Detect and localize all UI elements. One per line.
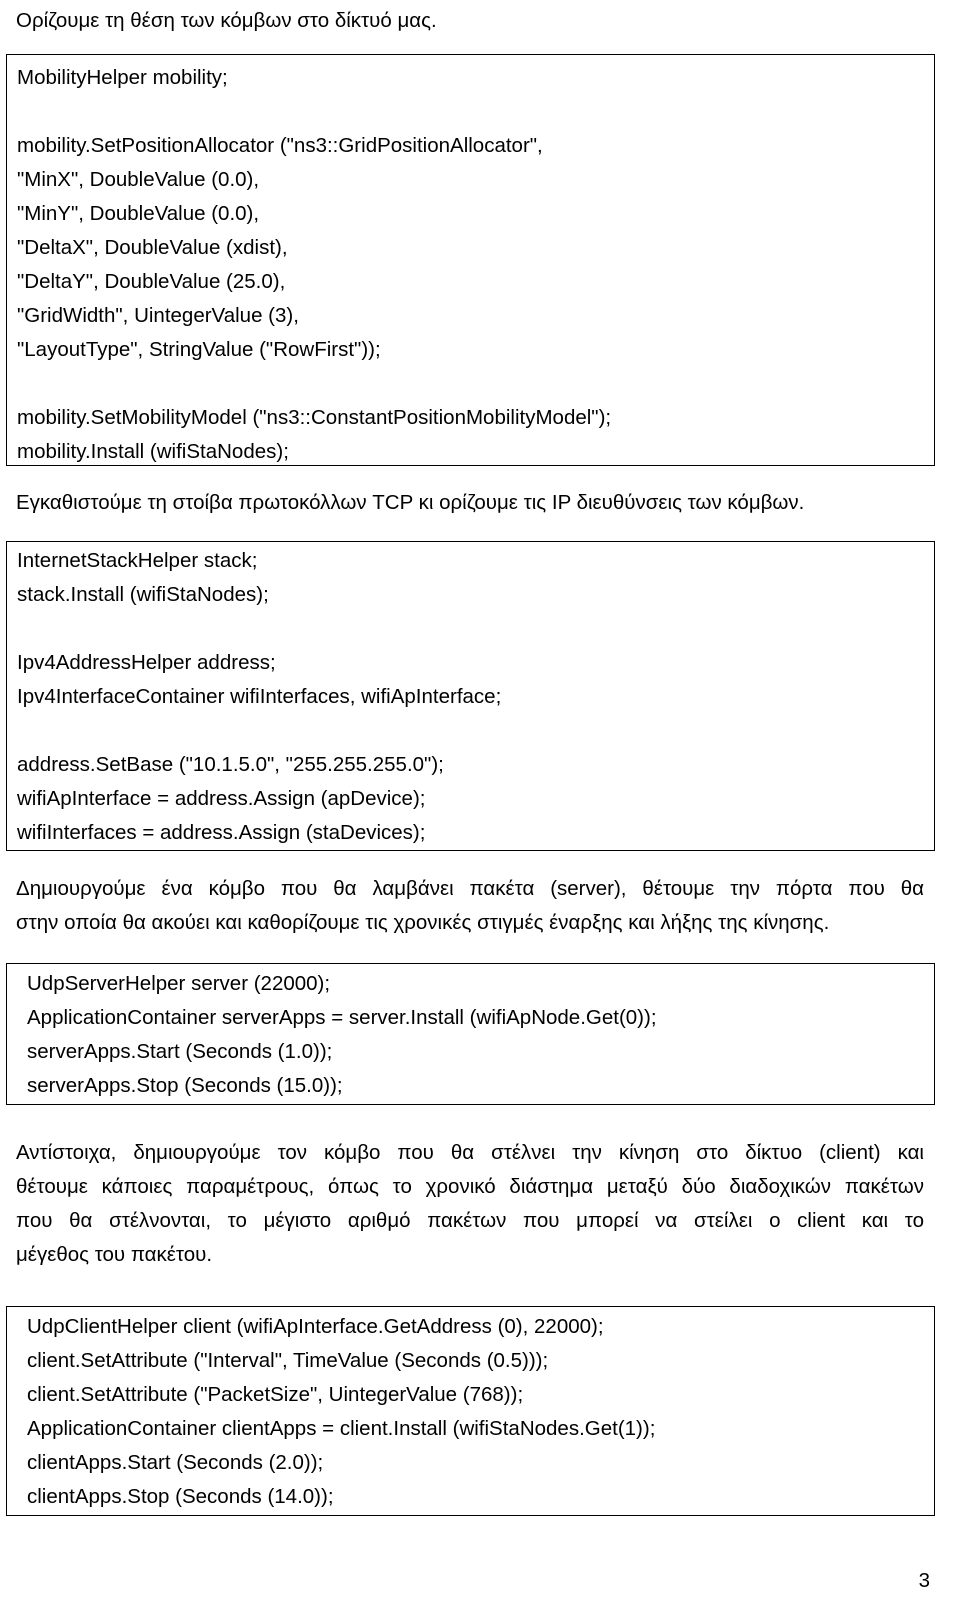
code-line: "MinY", DoubleValue (0.0), xyxy=(17,202,260,225)
code-line: client.SetAttribute ("PacketSize", UintegerValue (768)); xyxy=(27,1383,524,1406)
code-line: address.SetBase ("10.1.5.0", "255.255.255.0"); xyxy=(17,753,444,776)
code-line: mobility.SetPositionAllocator ("ns3::GridPositionAllocator", xyxy=(17,134,543,157)
code-line: "DeltaY", DoubleValue (25.0), xyxy=(17,270,286,293)
code-line: wifiApInterface = address.Assign (apDevice); xyxy=(17,787,426,810)
stack-heading: Εγκαθιστούμε τη στοίβα πρωτοκόλλων TCP κι ορίζουμε τις IP διευθύνσεις των κόμβων. xyxy=(16,491,805,514)
code-line xyxy=(7,714,934,748)
code-line: mobility.SetMobilityModel ("ns3::ConstantPositionMobilityModel"); xyxy=(17,406,612,429)
code-line: serverApps.Start (Seconds (1.0)); xyxy=(27,1040,333,1063)
paragraph-line: Αντίστοιχα, δημιουργούμε τον κόμβο που θα στέλνει την κίνηση στο δίκτυο (client) και xyxy=(16,1141,924,1164)
mobility-code-box xyxy=(6,54,935,466)
code-line: stack.Install (wifiStaNodes); xyxy=(17,583,269,606)
intro-text: Ορίζουμε τη θέση των κόμβων στο δίκτυό μας. xyxy=(16,9,437,32)
code-line xyxy=(7,95,934,129)
server-paragraph xyxy=(16,872,924,940)
code-line: Ipv4InterfaceContainer wifiInterfaces, wifiApInterface; xyxy=(17,685,502,708)
code-line: serverApps.Stop (Seconds (15.0)); xyxy=(27,1074,343,1097)
paragraph-line: Δημιουργούμε ένα κόμβο που θα λαμβάνει πακέτα (server), θέτουμε την πόρτα που θα xyxy=(16,877,924,900)
code-line: MobilityHelper mobility; xyxy=(17,66,228,89)
code-line: Ipv4AddressHelper address; xyxy=(17,651,276,674)
code-line: clientApps.Stop (Seconds (14.0)); xyxy=(27,1485,334,1508)
code-line xyxy=(7,367,934,401)
code-line: UdpClientHelper client (wifiApInterface.GetAddress (0), 22000); xyxy=(27,1315,604,1338)
code-line: "DeltaX", DoubleValue (xdist), xyxy=(17,236,288,259)
paragraph-line: που θα στέλνονται, το μέγιστο αριθμό πακέτων που μπορεί να στείλει ο client και το xyxy=(16,1209,924,1232)
page-number: 3 xyxy=(918,1569,930,1592)
server-code-box xyxy=(6,963,935,1105)
stack-code-box xyxy=(6,541,935,851)
code-line: clientApps.Start (Seconds (2.0)); xyxy=(27,1451,324,1474)
code-line: "LayoutType", StringValue ("RowFirst")); xyxy=(17,338,381,361)
code-line xyxy=(7,612,934,646)
code-line: InternetStackHelper stack; xyxy=(17,549,258,572)
client-paragraph xyxy=(16,1136,924,1272)
code-line: ApplicationContainer clientApps = client.Install (wifiStaNodes.Get(1)); xyxy=(27,1417,656,1440)
code-line: "GridWidth", UintegerValue (3), xyxy=(17,304,299,327)
code-line: wifiInterfaces = address.Assign (staDevices); xyxy=(17,821,426,844)
paragraph-line: θέτουμε κάποιες παραμέτρους, όπως το χρονικό διάστημα μεταξύ δύο διαδοχικών πακέτων xyxy=(16,1175,924,1198)
code-line: mobility.Install (wifiStaNodes); xyxy=(17,440,289,463)
code-line: "MinX", DoubleValue (0.0), xyxy=(17,168,260,191)
paragraph-line: μέγεθος του πακέτου. xyxy=(16,1243,213,1266)
paragraph-line: στην οποία θα ακούει και καθορίζουμε τις χρονικές στιγμές έναρξης και λήξης της κίνησης. xyxy=(16,911,830,934)
code-line: client.SetAttribute ("Interval", TimeValue (Seconds (0.5))); xyxy=(27,1349,549,1372)
client-code-box xyxy=(6,1306,935,1516)
code-line: ApplicationContainer serverApps = server.Install (wifiApNode.Get(0)); xyxy=(27,1006,657,1029)
code-line: UdpServerHelper server (22000); xyxy=(27,972,331,995)
